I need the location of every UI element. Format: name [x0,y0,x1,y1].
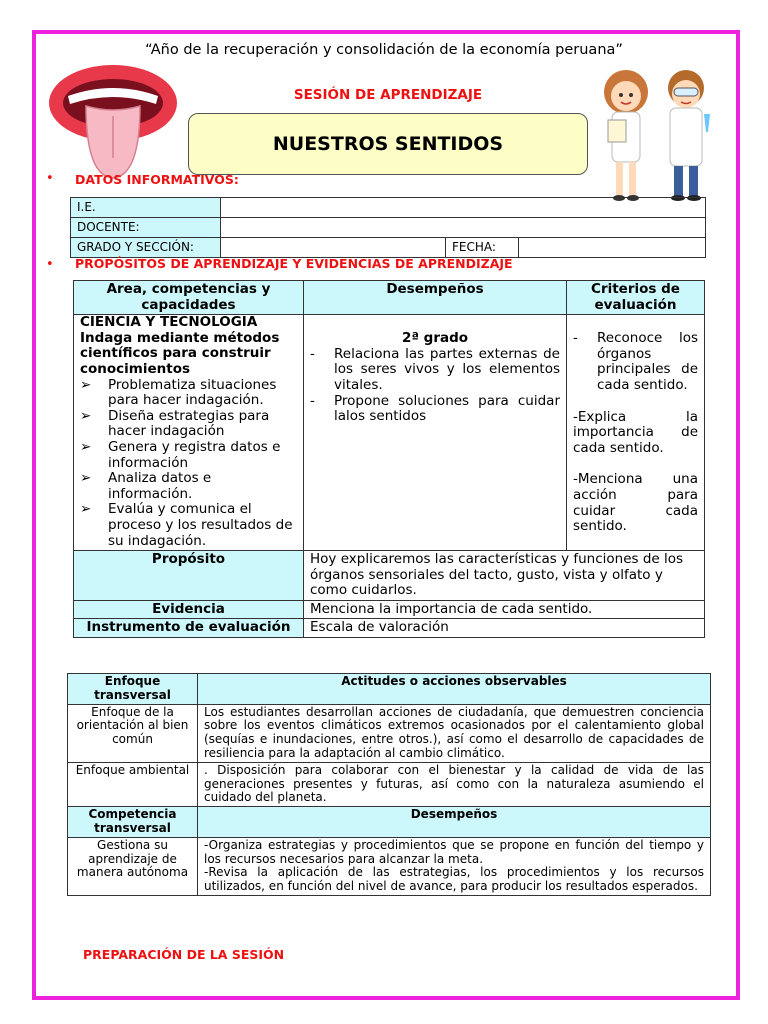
info-table [70,197,706,258]
competencia-name: Indaga mediante métodos científicos para construir conocimientos [80,329,280,377]
capacidad-item: ➢ Analiza datos e información. [80,470,212,502]
bullet-propositos: • [46,257,54,272]
desempeno-item: -Organiza estrategias y procedimientos que se propone en función del tiempo y los recursos necesarios para alcanzar la meta. [204,837,704,866]
desempeno-item: - Propone soluciones para cuidar lalos sentidos [310,392,560,425]
criterios-cell [567,315,705,551]
evidencia-text: Menciona la importancia de cada sentido. [304,600,705,619]
grado-label: GRADO Y SECCIÓN: [71,238,221,258]
preparacion-heading: PREPARACIÓN DE LA SESIÓN [83,947,285,962]
enfoque-row [68,762,711,806]
docente-label: DOCENTE: [71,218,221,238]
info-row-ie [71,198,706,218]
desempenos-header: Desempeños [198,807,711,838]
instrumento-label: Instrumento de evaluación [74,619,304,638]
area-name: CIENCIA Y TECNOLOGIA [80,314,258,331]
instrumento-row [74,619,705,638]
learning-content-row [74,315,705,551]
proposito-label: Propósito [74,551,304,601]
competencia-row [68,837,711,895]
evidencia-row [74,600,705,619]
desempeno-item: -Revisa la aplicación de las estrategias, los procedimientos y los recursos utilizados, en función del nivel de avance, para producir los resultados esperados. [204,865,704,894]
actitudes-header: Actitudes o acciones observables [198,674,711,705]
enfoque-actitud: . Disposición para colaborar con el bienestar y la calidad de vida de las generaciones presentes y futuras, así como con la naturaleza asumiendo el cuidado del planeta. [198,762,711,806]
fecha-label: FECHA: [446,238,519,258]
instrumento-text: Escala de valoración [304,619,705,638]
enfoque-name: Enfoque de la orientación al bien común [68,704,198,762]
proposito-text: Hoy explicaremos las características y funciones de los órganos sensoriales del tacto, gusto, vista y olfato y como cuidarlos. [304,551,705,601]
grado-value[interactable] [221,238,446,258]
scientists-illustration [596,64,728,206]
criterio-item: -Explica la importancia de cada sentido. [573,408,698,456]
docente-value[interactable] [221,218,706,238]
area-cell [74,315,304,551]
session-title: NUESTROS SENTIDOS [188,113,588,175]
desempeno-item: - Relaciona las partes externas de los seres vivos y los elementos vitales. [310,345,560,393]
capacidad-item: ➢ Genera y registra datos e información [80,438,281,471]
ie-label: I.E. [71,198,221,218]
enfoque-header: Enfoque transversal [68,674,198,705]
criterio-item: -Menciona una acción para cuidar cada sentido. [573,471,698,535]
header-area: Area, competencias y capacidades [74,281,304,315]
bullet-datos: • [46,171,54,186]
session-label: SESIÓN DE APRENDIZAJE [293,87,483,103]
fecha-value[interactable] [519,238,706,258]
info-row-grado [71,238,706,258]
enfoque-header-row [68,674,711,705]
desempenos-cell [304,315,567,551]
learning-table [73,280,705,638]
evidencia-label: Evidencia [74,600,304,619]
enfoque-actitud: Los estudiantes desarrollan acciones de ciudadanía, que demuestren conciencia sobre los eventos climáticos extremos ocasionados por el calentamiento global (sequías e inundaciones, entre otros.), así como el desarrollo de capacidades de resiliencia para la adaptación al cambio climático. [198,704,711,762]
competencia-header: Competencia transversal [68,807,198,838]
transversal-table [67,673,711,896]
competencia-name: Gestiona su aprendizaje de manera autónoma [68,837,198,895]
ie-value[interactable] [221,198,706,218]
proposito-row [74,551,705,601]
datos-informativos-heading: DATOS INFORMATIVOS: [75,172,239,187]
learning-header-row [74,281,705,315]
motto: “Año de la recuperación y consolidación de la economía peruana” [145,42,623,58]
info-row-docente [71,218,706,238]
capacidad-item: ➢ Diseña estrategias para hacer indagación [80,407,270,440]
header-criterios: Criterios de evaluación [567,281,705,315]
enfoque-name: Enfoque ambiental [68,762,198,806]
criterio-item: - Reconoce los órganos principales de cada sentido. [573,330,698,393]
capacidad-item: ➢ Problematiza situaciones para hacer indagación. [80,376,277,409]
header-desempenos: Desempeños [304,281,567,315]
tongue-illustration [46,58,180,182]
boy-scientist [668,70,710,201]
capacidad-item: ➢ Evalúa y comunica el proceso y los resultados de su indagación. [80,501,293,549]
competencia-desempenos [198,837,711,895]
girl-scientist [604,70,648,201]
competencia-header-row [68,807,711,838]
propositos-heading: PROPÓSITOS DE APRENDIZAJE Y EVIDENCIAS DE APRENDIZAJE [75,256,513,271]
grado-heading: 2ª grado [401,330,469,347]
enfoque-row [68,704,711,762]
